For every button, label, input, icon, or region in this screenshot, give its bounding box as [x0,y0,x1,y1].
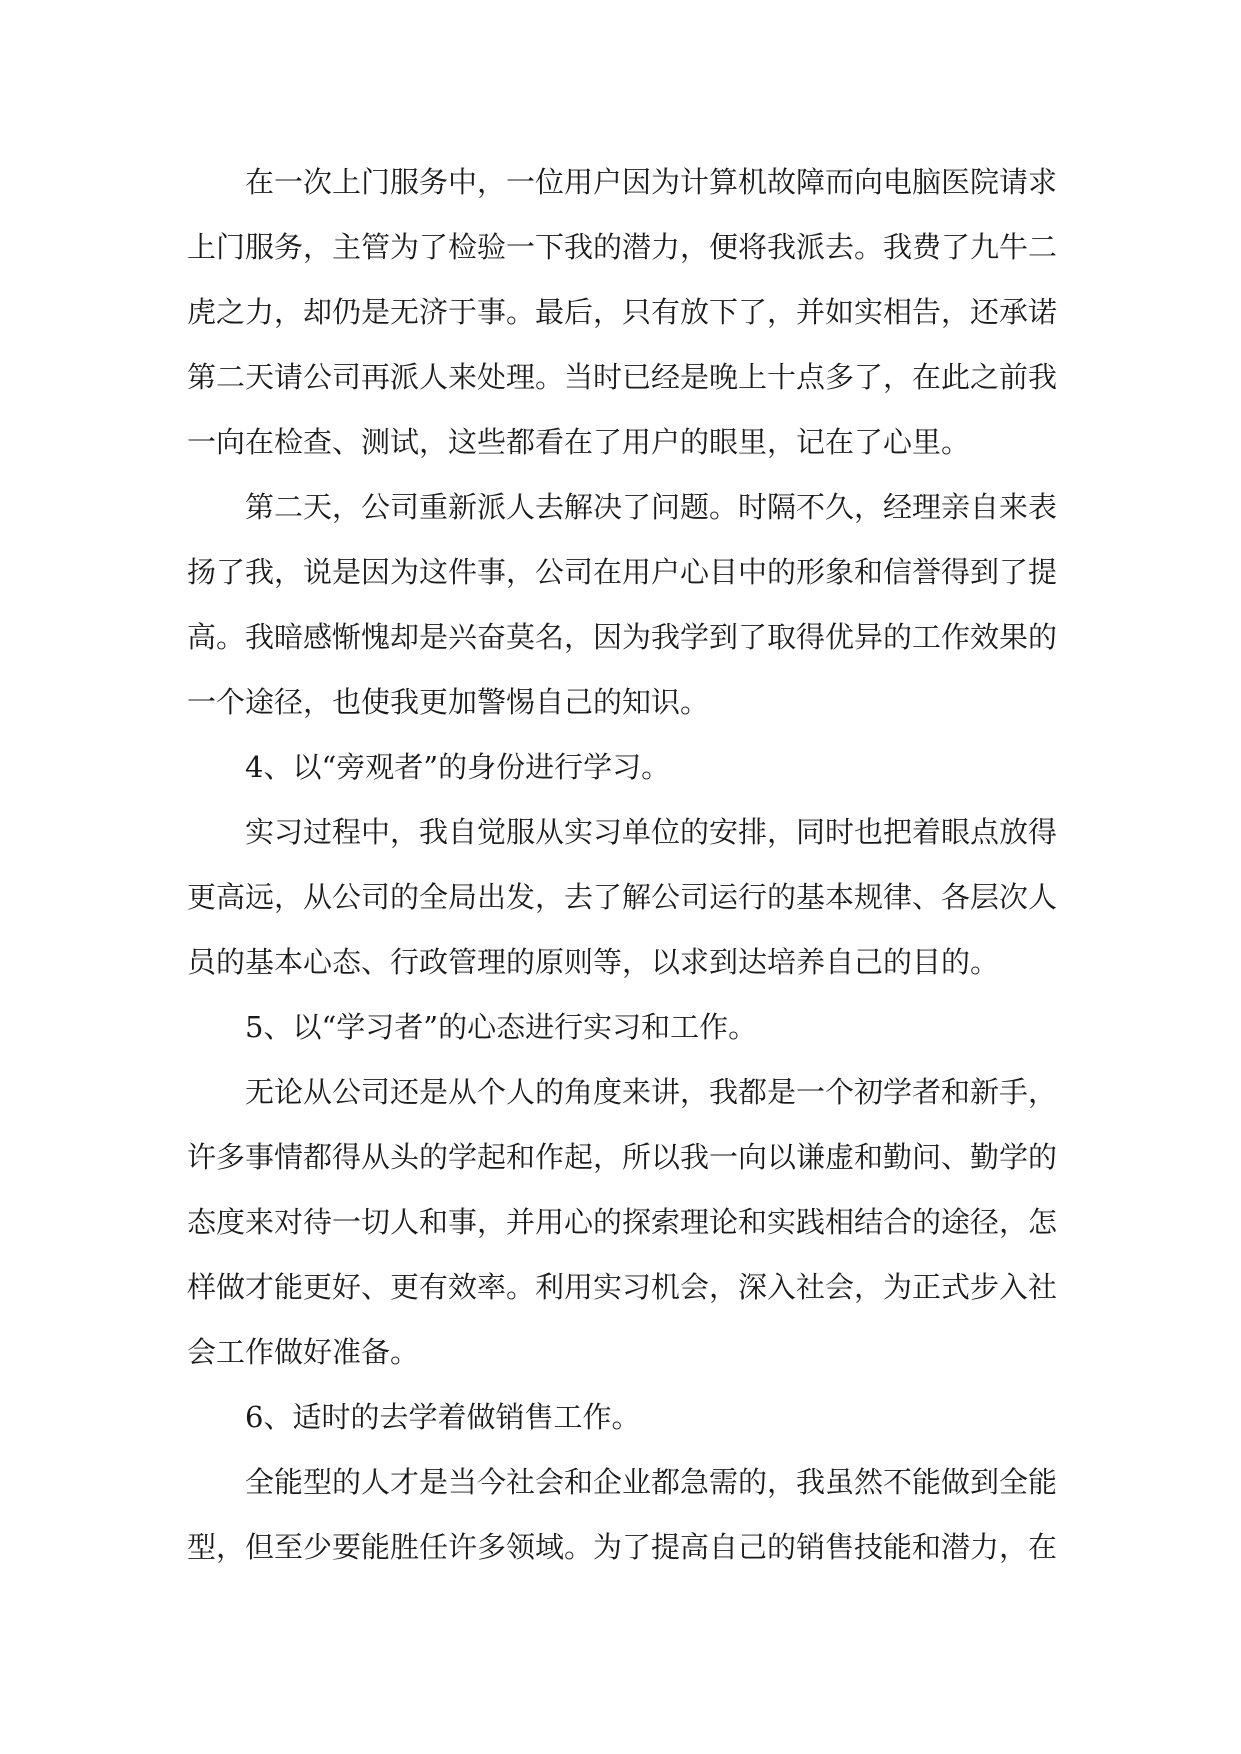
paragraph-learner: 无论从公司还是从个人的角度来讲，我都是一个初学者和新手，许多事情都得从头的学起和作起，所以我一向以谦虚和勤问、勤学的态度来对待一切人和事，并用心的探索理论和实践相结合的途径，怎样做才能更好、更有效率。利用实习机会，深入社会，为正式步入社会工作做好准备。 [187,1075,1058,1369]
heading-sales: 6、适时的去学着做销售工作。 [245,1400,641,1434]
heading-observer: 4、以“旁观者”的身份进行学习。 [245,750,671,784]
paragraph-sales: 全能型的人才是当今社会和企业都急需的，我虽然不能做到全能型，但至少要能胜任许多领域。为了提高自己的销售技能和潜力，在 [187,1465,1058,1564]
heading-learner: 5、以“学习者”的心态进行实习和工作。 [245,1010,758,1044]
paragraph-service-visit: 在一次上门服务中，一位用户因为计算机故障而向电脑医院请求上门服务，主管为了检验一下我的潜力，便将我派去。我费了九牛二虎之力，却仍是无济于事。最后，只有放下了，并如实相告，还承诺第二天请公司再派人来处理。当时已经是晚上十点多了，在此之前我一向在检查、测试，这些都看在了用户的眼里，记在了心里。 [187,165,1058,459]
paragraph-manager-praise: 第二天，公司重新派人去解决了问题。时隔不久，经理亲自来表扬了我，说是因为这件事，公司在用户心目中的形象和信誉得到了提高。我暗感惭愧却是兴奋莫名，因为我学到了取得优异的工作效果的一个途径，也使我更加警惕自己的知识。 [187,490,1058,719]
paragraph-observer: 实习过程中，我自觉服从实习单位的安排，同时也把着眼点放得更高远，从公司的全局出发，去了解公司运行的基本规律、各层次人员的基本心态、行政管理的原则等，以求到达培养自己的目的。 [187,815,1058,979]
document-body [187,150,1057,1580]
